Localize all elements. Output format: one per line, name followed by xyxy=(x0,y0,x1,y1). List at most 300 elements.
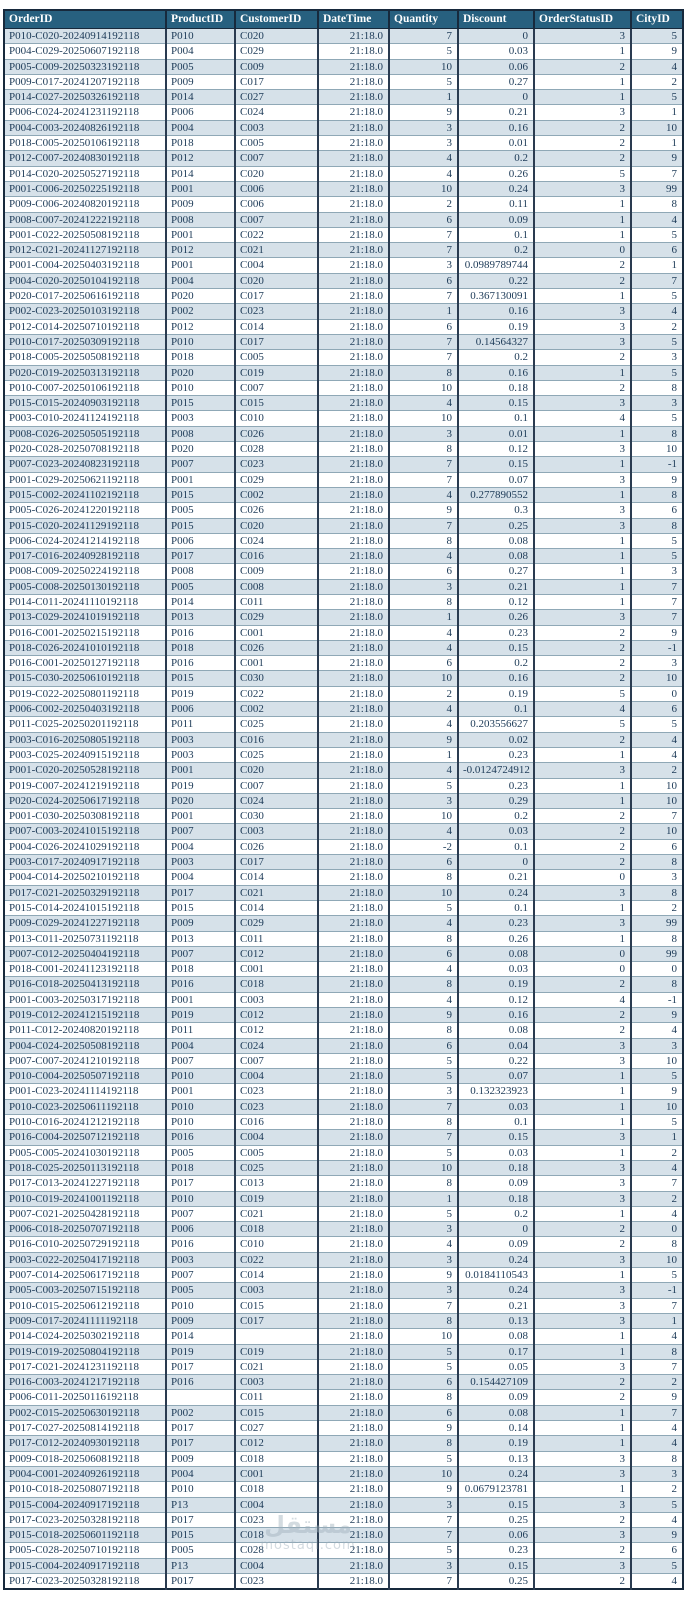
cell-cityid: 5 xyxy=(631,29,683,44)
orders-table-header-row xyxy=(4,10,683,29)
table-row xyxy=(4,243,683,258)
cell-discount: 0.07 xyxy=(458,472,534,487)
cell-datetime: 21:18.0 xyxy=(318,778,389,793)
cell-customerid: C004 xyxy=(235,258,318,273)
cell-productid: P007 xyxy=(166,1053,235,1068)
cell-customerid: C004 xyxy=(235,1497,318,1512)
cell-datetime: 21:18.0 xyxy=(318,304,389,319)
cell-cityid: -1 xyxy=(631,457,683,472)
cell-quantity: 5 xyxy=(389,1543,458,1558)
cell-quantity: 4 xyxy=(389,962,458,977)
cell-orderstatusid: 2 xyxy=(534,1008,631,1023)
cell-datetime: 21:18.0 xyxy=(318,1451,389,1466)
cell-orderid: P010-C004-20250507192118 xyxy=(4,1069,166,1084)
cell-orderid: P007-C014-20250617192118 xyxy=(4,1268,166,1283)
cell-cityid: 2 xyxy=(631,900,683,915)
cell-orderid: P001-C004-20250403192118 xyxy=(4,258,166,273)
cell-productid: P004 xyxy=(166,120,235,135)
cell-discount: 0.03 xyxy=(458,1145,534,1160)
cell-orderid: P007-C003-20241015192118 xyxy=(4,824,166,839)
cell-productid: P010 xyxy=(166,29,235,44)
cell-customerid: C004 xyxy=(235,1130,318,1145)
cell-orderid: P017-C021-20241231192118 xyxy=(4,1359,166,1374)
cell-orderstatusid: 4 xyxy=(534,702,631,717)
cell-productid: P010 xyxy=(166,334,235,349)
cell-orderid: P006-C024-20241214192118 xyxy=(4,533,166,548)
cell-discount: 0.15 xyxy=(458,1558,534,1573)
cell-customerid: C010 xyxy=(235,1237,318,1252)
cell-productid: P13 xyxy=(166,1497,235,1512)
cell-datetime: 21:18.0 xyxy=(318,671,389,686)
cell-discount: 0.03 xyxy=(458,1099,534,1114)
cell-quantity: 8 xyxy=(389,533,458,548)
cell-quantity: 3 xyxy=(389,793,458,808)
cell-customerid xyxy=(235,1329,318,1344)
cell-orderid: P004-C026-20241029192118 xyxy=(4,839,166,854)
cell-orderstatusid: 1 xyxy=(534,1344,631,1359)
cell-datetime: 21:18.0 xyxy=(318,90,389,105)
cell-datetime: 21:18.0 xyxy=(318,472,389,487)
cell-discount: 0.203556627 xyxy=(458,717,534,732)
cell-discount: 0.15 xyxy=(458,1130,534,1145)
cell-cityid: 5 xyxy=(631,227,683,242)
cell-productid: P008 xyxy=(166,426,235,441)
cell-productid: P018 xyxy=(166,962,235,977)
cell-datetime: 21:18.0 xyxy=(318,717,389,732)
cell-quantity: 3 xyxy=(389,1222,458,1237)
table-row xyxy=(4,747,683,762)
cell-productid: P009 xyxy=(166,1451,235,1466)
cell-quantity: 6 xyxy=(389,1375,458,1390)
cell-discount: 0.24 xyxy=(458,1252,534,1267)
table-row xyxy=(4,885,683,900)
cell-customerid: C007 xyxy=(235,151,318,166)
cell-cityid: 5 xyxy=(631,289,683,304)
cell-customerid: C021 xyxy=(235,885,318,900)
cell-orderid: P003-C016-20250805192118 xyxy=(4,732,166,747)
cell-cityid: 99 xyxy=(631,181,683,196)
table-row xyxy=(4,1405,683,1420)
cell-quantity: 8 xyxy=(389,365,458,380)
cell-datetime: 21:18.0 xyxy=(318,1573,389,1589)
cell-discount: 0.14 xyxy=(458,1421,534,1436)
cell-productid: P010 xyxy=(166,380,235,395)
cell-orderstatusid: 1 xyxy=(534,1436,631,1451)
cell-cityid: 9 xyxy=(631,44,683,59)
cell-quantity: 8 xyxy=(389,1313,458,1328)
cell-quantity: -2 xyxy=(389,839,458,854)
table-row xyxy=(4,1451,683,1466)
cell-orderstatusid: 3 xyxy=(534,1359,631,1374)
cell-cityid: 0 xyxy=(631,1222,683,1237)
cell-discount: 0.16 xyxy=(458,304,534,319)
cell-productid: P002 xyxy=(166,304,235,319)
cell-productid: P018 xyxy=(166,136,235,151)
cell-orderstatusid: 3 xyxy=(534,472,631,487)
cell-productid: P012 xyxy=(166,319,235,334)
cell-datetime: 21:18.0 xyxy=(318,1099,389,1114)
cell-productid: P001 xyxy=(166,1084,235,1099)
cell-cityid: 3 xyxy=(631,1038,683,1053)
cell-discount: 0.25 xyxy=(458,1512,534,1527)
cell-quantity: 10 xyxy=(389,411,458,426)
cell-orderid: P011-C025-20250201192118 xyxy=(4,717,166,732)
cell-datetime: 21:18.0 xyxy=(318,855,389,870)
cell-productid: P010 xyxy=(166,1298,235,1313)
cell-productid: P020 xyxy=(166,442,235,457)
cell-cityid: 10 xyxy=(631,671,683,686)
cell-orderid: P010-C023-20250611192118 xyxy=(4,1099,166,1114)
cell-discount: 0.16 xyxy=(458,671,534,686)
cell-discount: 0.13 xyxy=(458,1313,534,1328)
cell-orderstatusid: 1 xyxy=(534,1206,631,1221)
cell-cityid: 6 xyxy=(631,1543,683,1558)
cell-cityid: 5 xyxy=(631,1069,683,1084)
cell-discount: 0.16 xyxy=(458,1008,534,1023)
cell-datetime: 21:18.0 xyxy=(318,1069,389,1084)
table-row xyxy=(4,1344,683,1359)
cell-productid: P004 xyxy=(166,273,235,288)
cell-datetime: 21:18.0 xyxy=(318,350,389,365)
cell-orderstatusid: 1 xyxy=(534,579,631,594)
table-row xyxy=(4,289,683,304)
table-row xyxy=(4,793,683,808)
cell-discount: 0.02 xyxy=(458,732,534,747)
cell-orderid: P006-C024-20241231192118 xyxy=(4,105,166,120)
cell-datetime: 21:18.0 xyxy=(318,549,389,564)
table-row xyxy=(4,1069,683,1084)
cell-cityid: 3 xyxy=(631,656,683,671)
cell-datetime: 21:18.0 xyxy=(318,212,389,227)
cell-cityid: 7 xyxy=(631,273,683,288)
table-row xyxy=(4,380,683,395)
cell-datetime: 21:18.0 xyxy=(318,1053,389,1068)
cell-productid: P001 xyxy=(166,258,235,273)
cell-quantity: 6 xyxy=(389,656,458,671)
cell-customerid: C020 xyxy=(235,166,318,181)
cell-datetime: 21:18.0 xyxy=(318,1252,389,1267)
cell-datetime: 21:18.0 xyxy=(318,1283,389,1298)
cell-customerid: C014 xyxy=(235,1268,318,1283)
cell-orderstatusid: 1 xyxy=(534,549,631,564)
table-row xyxy=(4,1482,683,1497)
cell-discount: 0.07 xyxy=(458,1069,534,1084)
cell-datetime: 21:18.0 xyxy=(318,686,389,701)
cell-discount: 0.13 xyxy=(458,1451,534,1466)
table-row xyxy=(4,151,683,166)
cell-orderstatusid: 3 xyxy=(534,885,631,900)
cell-customerid: C011 xyxy=(235,1390,318,1405)
cell-orderid: P003-C025-20240915192118 xyxy=(4,747,166,762)
cell-customerid: C020 xyxy=(235,29,318,44)
cell-datetime: 21:18.0 xyxy=(318,273,389,288)
cell-datetime: 21:18.0 xyxy=(318,1206,389,1221)
cell-orderid: P016-C001-20250215192118 xyxy=(4,625,166,640)
cell-orderstatusid: 3 xyxy=(534,1283,631,1298)
cell-orderstatusid: 5 xyxy=(534,166,631,181)
cell-orderstatusid: 3 xyxy=(534,1252,631,1267)
cell-orderstatusid: 1 xyxy=(534,289,631,304)
cell-quantity: 8 xyxy=(389,931,458,946)
cell-productid: P005 xyxy=(166,1145,235,1160)
cell-datetime: 21:18.0 xyxy=(318,1268,389,1283)
cell-discount: 0.1 xyxy=(458,411,534,426)
cell-customerid: C017 xyxy=(235,334,318,349)
cell-discount: 0.23 xyxy=(458,916,534,931)
cell-cityid: 4 xyxy=(631,732,683,747)
table-row xyxy=(4,90,683,105)
table-row xyxy=(4,900,683,915)
table-row xyxy=(4,365,683,380)
cell-orderstatusid: 3 xyxy=(534,1053,631,1068)
cell-productid: P019 xyxy=(166,1008,235,1023)
cell-datetime: 21:18.0 xyxy=(318,1344,389,1359)
cell-discount: 0.2 xyxy=(458,151,534,166)
cell-orderid: P003-C022-20250417192118 xyxy=(4,1252,166,1267)
cell-orderid: P017-C023-20250328192118 xyxy=(4,1573,166,1589)
column-header-orderid: OrderID xyxy=(4,10,166,29)
cell-customerid: C001 xyxy=(235,656,318,671)
cell-productid: P005 xyxy=(166,59,235,74)
table-row xyxy=(4,962,683,977)
cell-orderstatusid: 2 xyxy=(534,671,631,686)
cell-orderid: P001-C023-20241114192118 xyxy=(4,1084,166,1099)
cell-customerid: C024 xyxy=(235,1038,318,1053)
table-row xyxy=(4,1421,683,1436)
cell-datetime: 21:18.0 xyxy=(318,1115,389,1130)
table-row xyxy=(4,992,683,1007)
column-header-productid: ProductID xyxy=(166,10,235,29)
cell-productid: P003 xyxy=(166,732,235,747)
cell-customerid: C027 xyxy=(235,1421,318,1436)
cell-quantity: 4 xyxy=(389,717,458,732)
cell-productid: P009 xyxy=(166,1313,235,1328)
cell-orderstatusid: 3 xyxy=(534,1313,631,1328)
cell-orderstatusid: 1 xyxy=(534,426,631,441)
cell-orderstatusid: 2 xyxy=(534,732,631,747)
cell-quantity: 5 xyxy=(389,1053,458,1068)
cell-orderid: P018-C005-20250106192118 xyxy=(4,136,166,151)
cell-discount: 0.21 xyxy=(458,870,534,885)
cell-cityid: 4 xyxy=(631,1160,683,1175)
cell-customerid: C023 xyxy=(235,304,318,319)
table-row xyxy=(4,1191,683,1206)
cell-quantity: 4 xyxy=(389,763,458,778)
cell-discount: 0.25 xyxy=(458,518,534,533)
cell-orderid: P020-C028-20250708192118 xyxy=(4,442,166,457)
cell-productid: P004 xyxy=(166,1466,235,1481)
cell-orderid: P015-C020-20241129192118 xyxy=(4,518,166,533)
cell-discount: 0.132323923 xyxy=(458,1084,534,1099)
column-header-orderstatusid: OrderStatusID xyxy=(534,10,631,29)
cell-orderid: P005-C005-20241030192118 xyxy=(4,1145,166,1160)
cell-orderid: P018-C026-20241010192118 xyxy=(4,640,166,655)
cell-datetime: 21:18.0 xyxy=(318,1558,389,1573)
cell-customerid: C005 xyxy=(235,350,318,365)
table-row xyxy=(4,1528,683,1543)
cell-discount: 0.01 xyxy=(458,136,534,151)
cell-customerid: C026 xyxy=(235,503,318,518)
cell-quantity: 3 xyxy=(389,1283,458,1298)
cell-customerid: C015 xyxy=(235,1405,318,1420)
cell-orderstatusid: 2 xyxy=(534,625,631,640)
cell-orderid: P010-C017-20250309192118 xyxy=(4,334,166,349)
cell-orderstatusid: 1 xyxy=(534,365,631,380)
cell-orderstatusid: 3 xyxy=(534,1176,631,1191)
cell-discount: 0.09 xyxy=(458,1176,534,1191)
cell-quantity: 4 xyxy=(389,625,458,640)
table-row xyxy=(4,1023,683,1038)
cell-orderstatusid: 1 xyxy=(534,747,631,762)
cell-cityid: 8 xyxy=(631,380,683,395)
cell-datetime: 21:18.0 xyxy=(318,656,389,671)
cell-quantity: 7 xyxy=(389,29,458,44)
table-row xyxy=(4,273,683,288)
cell-productid: P005 xyxy=(166,579,235,594)
cell-datetime: 21:18.0 xyxy=(318,518,389,533)
cell-productid: P016 xyxy=(166,1375,235,1390)
cell-productid: P007 xyxy=(166,1206,235,1221)
cell-datetime: 21:18.0 xyxy=(318,411,389,426)
cell-discount: 0.26 xyxy=(458,166,534,181)
cell-discount: 0.19 xyxy=(458,1436,534,1451)
cell-discount: 0.1 xyxy=(458,702,534,717)
cell-quantity: 8 xyxy=(389,870,458,885)
cell-datetime: 21:18.0 xyxy=(318,1359,389,1374)
cell-customerid: C028 xyxy=(235,442,318,457)
cell-customerid: C001 xyxy=(235,1466,318,1481)
cell-discount: 0.26 xyxy=(458,931,534,946)
table-row xyxy=(4,1298,683,1313)
cell-datetime: 21:18.0 xyxy=(318,289,389,304)
cell-discount: 0.24 xyxy=(458,181,534,196)
cell-customerid: C017 xyxy=(235,74,318,89)
cell-customerid: C011 xyxy=(235,594,318,609)
cell-discount: 0.24 xyxy=(458,1466,534,1481)
cell-orderid: P018-C005-20250508192118 xyxy=(4,350,166,365)
cell-quantity: 4 xyxy=(389,487,458,502)
cell-discount: 0.27 xyxy=(458,564,534,579)
cell-quantity: 4 xyxy=(389,916,458,931)
cell-customerid: C018 xyxy=(235,1482,318,1497)
cell-quantity: 4 xyxy=(389,640,458,655)
cell-cityid: 8 xyxy=(631,885,683,900)
table-row xyxy=(4,549,683,564)
cell-discount: 0.2 xyxy=(458,809,534,824)
cell-datetime: 21:18.0 xyxy=(318,1497,389,1512)
cell-quantity: 6 xyxy=(389,564,458,579)
cell-quantity: 7 xyxy=(389,1130,458,1145)
orders-table xyxy=(3,9,684,1590)
cell-cityid: 10 xyxy=(631,1053,683,1068)
cell-customerid: C019 xyxy=(235,1344,318,1359)
cell-orderstatusid: 1 xyxy=(534,778,631,793)
cell-discount: 0.25 xyxy=(458,1573,534,1589)
cell-cityid: 8 xyxy=(631,518,683,533)
column-header-customerid: CustomerID xyxy=(235,10,318,29)
cell-quantity: 2 xyxy=(389,197,458,212)
cell-orderid: P017-C021-20250329192118 xyxy=(4,885,166,900)
cell-customerid: C026 xyxy=(235,839,318,854)
cell-cityid: 1 xyxy=(631,1313,683,1328)
cell-cityid: 6 xyxy=(631,702,683,717)
cell-orderid: P010-C007-20250106192118 xyxy=(4,380,166,395)
cell-customerid: C024 xyxy=(235,533,318,548)
cell-discount: 0.08 xyxy=(458,1405,534,1420)
cell-orderstatusid: 2 xyxy=(534,273,631,288)
cell-orderid: P015-C018-20250601192118 xyxy=(4,1528,166,1543)
cell-customerid: C021 xyxy=(235,1359,318,1374)
cell-orderstatusid: 1 xyxy=(534,793,631,808)
cell-datetime: 21:18.0 xyxy=(318,487,389,502)
cell-quantity: 5 xyxy=(389,1451,458,1466)
cell-customerid: C007 xyxy=(235,778,318,793)
cell-cityid: 8 xyxy=(631,931,683,946)
cell-discount: 0.01 xyxy=(458,426,534,441)
cell-datetime: 21:18.0 xyxy=(318,1528,389,1543)
cell-datetime: 21:18.0 xyxy=(318,1298,389,1313)
cell-quantity: 7 xyxy=(389,1298,458,1313)
cell-cityid: 3 xyxy=(631,1466,683,1481)
cell-quantity: 9 xyxy=(389,1008,458,1023)
cell-datetime: 21:18.0 xyxy=(318,1313,389,1328)
orders-table-container xyxy=(3,9,684,1590)
cell-discount: 0.11 xyxy=(458,197,534,212)
table-row xyxy=(4,1160,683,1175)
cell-productid: P010 xyxy=(166,1482,235,1497)
cell-cityid: 9 xyxy=(631,472,683,487)
table-row xyxy=(4,1390,683,1405)
cell-cityid: 9 xyxy=(631,1008,683,1023)
cell-discount: 0.18 xyxy=(458,1191,534,1206)
cell-productid: P017 xyxy=(166,1176,235,1191)
cell-discount: 0.12 xyxy=(458,442,534,457)
cell-cityid: 6 xyxy=(631,503,683,518)
cell-orderid: P005-C026-20241220192118 xyxy=(4,503,166,518)
cell-cityid: 5 xyxy=(631,717,683,732)
orders-table-head xyxy=(4,10,683,29)
cell-datetime: 21:18.0 xyxy=(318,1191,389,1206)
cell-discount: 0.2 xyxy=(458,656,534,671)
cell-customerid: C026 xyxy=(235,640,318,655)
cell-datetime: 21:18.0 xyxy=(318,732,389,747)
cell-quantity: 10 xyxy=(389,671,458,686)
cell-productid: P003 xyxy=(166,855,235,870)
cell-quantity: 9 xyxy=(389,1268,458,1283)
cell-orderstatusid: 0 xyxy=(534,962,631,977)
cell-orderstatusid: 2 xyxy=(534,824,631,839)
cell-customerid: C011 xyxy=(235,931,318,946)
cell-datetime: 21:18.0 xyxy=(318,640,389,655)
cell-orderid: P020-C017-20250616192118 xyxy=(4,289,166,304)
cell-quantity: 8 xyxy=(389,1390,458,1405)
table-row xyxy=(4,136,683,151)
cell-cityid: 1 xyxy=(631,105,683,120)
cell-datetime: 21:18.0 xyxy=(318,1421,389,1436)
cell-customerid: C014 xyxy=(235,319,318,334)
cell-discount: 0.0679123781 xyxy=(458,1482,534,1497)
cell-quantity: 9 xyxy=(389,1482,458,1497)
cell-cityid: 7 xyxy=(631,809,683,824)
cell-discount: 0.08 xyxy=(458,946,534,961)
table-row xyxy=(4,396,683,411)
cell-discount: 0.27 xyxy=(458,74,534,89)
cell-cityid: 8 xyxy=(631,1344,683,1359)
cell-discount: 0.18 xyxy=(458,380,534,395)
cell-orderstatusid: 5 xyxy=(534,686,631,701)
cell-cityid: 10 xyxy=(631,824,683,839)
cell-cityid: 8 xyxy=(631,197,683,212)
